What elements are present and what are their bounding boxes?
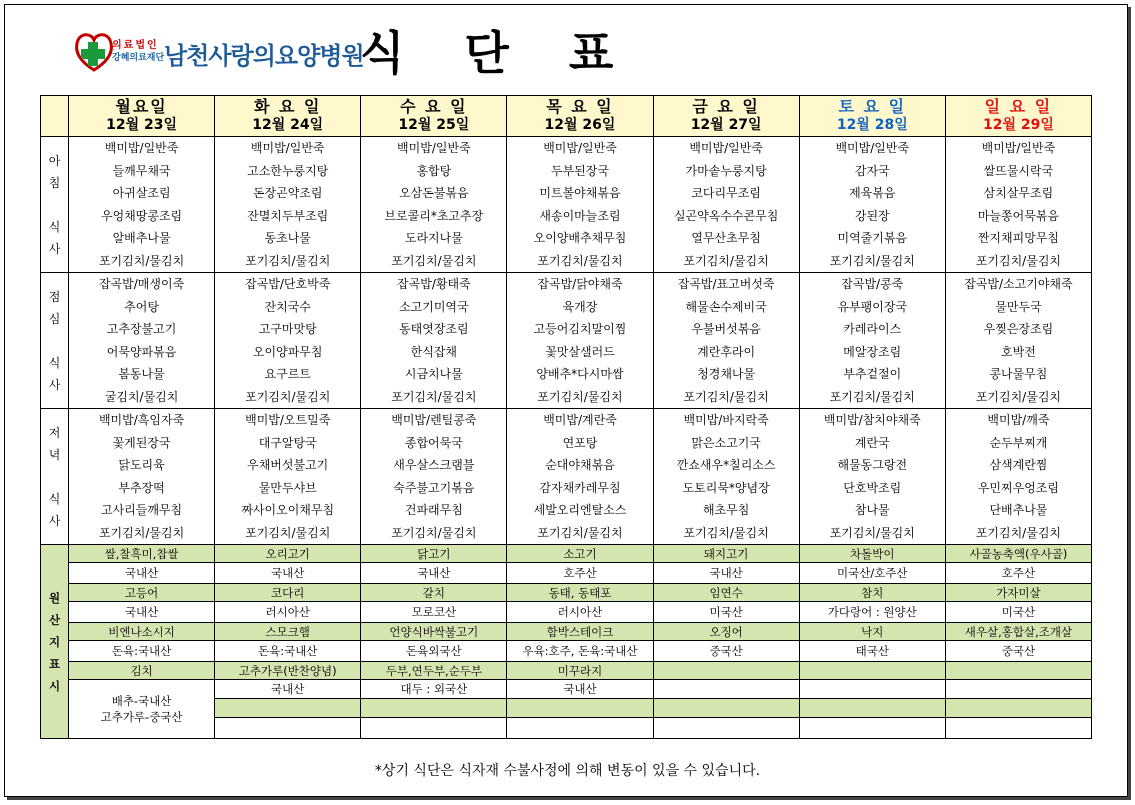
menu-item: 잡곡밥/단호박죽	[245, 277, 331, 291]
menu-item: 포기김치/물김치	[245, 253, 331, 268]
menu-item: 마늘쫑어묵볶음	[977, 208, 1059, 223]
day-name: 수 요 일	[400, 97, 468, 116]
meal-cell	[945, 273, 1091, 409]
origin-cell: 국내산	[507, 680, 653, 699]
origin-cell: 오징어	[653, 623, 799, 641]
menu-item: 백미밥/일반죽	[543, 141, 617, 155]
menu-item: 짠지채피망무침	[977, 231, 1059, 245]
origin-cell: 태국산	[799, 641, 945, 662]
origin-cell	[653, 662, 799, 680]
menu-item: 부추겉절이	[843, 367, 902, 381]
menu-item: 백미밥/일반죽	[104, 141, 179, 155]
meal-cell	[361, 273, 507, 409]
menu-item: 호박전	[1001, 344, 1036, 359]
origin-cell: 새우살,홍합살,조개살	[945, 623, 1091, 641]
menu-item: 포기김치/물김치	[391, 253, 477, 268]
origin-cell: 오리고기	[215, 545, 361, 563]
org-sub2: 강혜의료재단	[112, 53, 165, 63]
origin-cell: 돼지고기	[653, 545, 799, 563]
origin-cell: 국내산	[653, 563, 799, 584]
meal-cell	[215, 137, 361, 273]
menu-item: 삼색계란찜	[989, 458, 1048, 472]
origin-cell: 중국산	[945, 641, 1091, 662]
meal-items	[654, 409, 799, 544]
kimchi-note-1: 배추-국내산	[111, 694, 172, 708]
menu-item: 포기김치/물김치	[975, 389, 1062, 404]
meal-cell	[799, 409, 945, 545]
origin-cell: 낙지	[799, 623, 945, 641]
menu-item: 포기김치/물김치	[245, 525, 331, 540]
origin-cell: 돈육:국내산	[69, 641, 215, 662]
meal-cell	[653, 409, 799, 545]
origin-cell	[945, 699, 1091, 718]
origin-cell	[945, 662, 1091, 680]
menu-item: 굴김치/물김치	[104, 389, 179, 404]
menu-item: 고구마맛탕	[258, 322, 317, 336]
meal-items	[507, 137, 652, 272]
meal-items	[800, 409, 945, 544]
menu-item: 쌀뜨물시락국	[983, 163, 1054, 178]
meal-items	[946, 273, 1091, 408]
menu-item: 부추장떡	[118, 480, 165, 495]
day-date: 12월 29일	[982, 117, 1054, 133]
meal-items	[215, 137, 360, 272]
day-name: 화 요 일	[253, 97, 322, 116]
meal-cell	[507, 409, 653, 545]
menu-item: 포기김치/물김치	[683, 525, 769, 540]
menu-item: 삼치살무조림	[983, 186, 1054, 200]
menu-item: 세발오리엔탈소스	[533, 503, 627, 517]
menu-item: 실곤약옥수수콘무침	[673, 208, 779, 223]
origin-cell: 소고기	[507, 545, 653, 563]
menu-item: 가마솥누룽지탕	[685, 163, 767, 178]
menu-item: 포기김치/물김치	[683, 253, 769, 268]
meal-cell	[215, 273, 361, 409]
menu-item: 꽃게된장국	[112, 435, 171, 450]
origin-row-7	[41, 680, 1092, 699]
origin-cell: 김치	[69, 662, 215, 680]
origin-cell: 함박스테이크	[507, 623, 653, 641]
menu-item: 포기김치/물김치	[245, 389, 331, 404]
origin-cell: 동태, 동태포	[507, 584, 653, 602]
menu-item: 오이양배추채무침	[533, 231, 627, 245]
menu-item: 잡곡밥/표고버섯죽	[677, 277, 775, 291]
origin-cell: 미국산/호주산	[799, 563, 945, 584]
menu-item: 단호박조림	[843, 480, 902, 495]
menu-item: 미트볼야채볶음	[539, 186, 621, 200]
menu-item: 도라지나물	[404, 231, 463, 245]
origin-cell	[215, 718, 361, 739]
menu-item: 백미밥/일반죽	[250, 141, 325, 155]
day-date: 12월 27일	[690, 117, 762, 133]
meal-row-2	[41, 409, 1092, 545]
menu-item: 고사리들깨무침	[100, 503, 183, 517]
origin-row-2	[41, 584, 1092, 602]
menu-item: 콩나물무침	[989, 367, 1048, 381]
menu-item: 메알장조림	[843, 344, 902, 359]
meal-items	[69, 409, 214, 544]
menu-item: 동태엿장조림	[399, 322, 469, 336]
menu-item: 아귀살조림	[112, 186, 171, 200]
meal-items	[654, 137, 799, 272]
menu-item: 해초무침	[702, 503, 750, 517]
origin-cell: 돈육:국내산	[215, 641, 361, 662]
menu-item: 백미밥/일반죽	[981, 141, 1056, 155]
menu-item: 동초나물	[264, 231, 311, 245]
origin-cell: 돈육외국산	[361, 641, 507, 662]
page-title: 식단표	[360, 26, 674, 80]
meal-items	[800, 137, 945, 272]
menu-item: 청경채나물	[697, 367, 756, 381]
menu-item: 포기김치/물김치	[391, 389, 477, 404]
menu-item: 포기김치/물김치	[537, 253, 623, 268]
menu-item: 오삼돈불볶음	[399, 186, 469, 200]
meal-cell	[507, 137, 653, 273]
menu-item: 잡곡밥/콩죽	[841, 277, 904, 291]
menu-item: 백미밥/일반죽	[835, 141, 910, 155]
meal-cell	[69, 409, 215, 545]
menu-table	[40, 95, 1092, 739]
origin-cell: 참치	[799, 584, 945, 602]
origin-row-0	[41, 545, 1092, 563]
origin-cell: 두부,연두부,순두부	[361, 662, 507, 680]
origin-cell	[507, 699, 653, 718]
menu-item: 시금치나물	[404, 367, 463, 381]
origin-cell: 스모크햄	[215, 623, 361, 641]
meal-cell	[945, 409, 1091, 545]
menu-item: 포기김치/물김치	[537, 525, 623, 540]
origin-cell	[945, 718, 1091, 739]
menu-item: 봄동나물	[118, 367, 165, 381]
origin-cell	[799, 699, 945, 718]
menu-item: 종합어묵국	[404, 435, 463, 450]
menu-item: 숙주불고기볶음	[393, 480, 475, 495]
meal-cell	[507, 273, 653, 409]
menu-item: 요구르트	[264, 367, 311, 381]
menu-item: 닭도리육	[118, 458, 165, 472]
menu-item: 계란국	[854, 435, 890, 450]
menu-item: 열무산초무침	[691, 231, 761, 245]
origin-row-5	[41, 641, 1092, 662]
origin-cell: 국내산	[69, 602, 215, 623]
menu-item: 홍합탕	[416, 163, 452, 178]
origin-cell	[799, 680, 945, 699]
origin-cell: 호주산	[945, 563, 1091, 584]
day-date: 12월 26일	[544, 117, 616, 133]
menu-item: 맑은소고기국	[691, 435, 761, 450]
menu-item: 오이양파무침	[252, 344, 323, 359]
meal-items	[215, 409, 360, 544]
origin-cell	[945, 680, 1091, 699]
footnote: *상기 식단은 식자재 수불사정에 의해 변동이 있을 수 있습니다.	[374, 763, 761, 779]
meal-items	[69, 137, 214, 272]
meal-items	[507, 409, 652, 544]
menu-item: 물만두국	[995, 299, 1042, 314]
origin-cell: 코다리	[215, 584, 361, 602]
menu-item: 도토리묵*양념장	[682, 480, 770, 495]
meal-cell	[799, 137, 945, 273]
menu-item: 포기김치/물김치	[391, 525, 477, 540]
meal-cell	[361, 137, 507, 273]
origin-cell: 사골농축액(우사골)	[945, 545, 1091, 563]
meal-cell	[69, 273, 215, 409]
meal-items	[361, 137, 506, 272]
menu-item: 잔치국수	[264, 299, 311, 314]
menu-item: 백미밥/바지락죽	[683, 413, 769, 427]
day-header-2	[361, 96, 507, 137]
hospital-name: 남천사랑의요양병원	[164, 42, 364, 70]
origin-cell: 국내산	[215, 680, 361, 699]
kimchi-note-2: 고추가루-중국산	[100, 710, 183, 724]
menu-item: 제육볶음	[849, 186, 896, 200]
menu-item: 추어탕	[124, 299, 159, 314]
day-header-6	[945, 96, 1091, 137]
menu-item: 짜사이오이채무침	[241, 503, 335, 517]
menu-item: 백미밥/깨죽	[987, 413, 1050, 427]
meal-cell	[215, 409, 361, 545]
org-sub1: 의료법인	[112, 40, 159, 51]
meal-items	[800, 273, 945, 408]
meal-label: 저 녁 식 사	[41, 409, 69, 545]
menu-item: 건파래무침	[404, 503, 463, 517]
origin-cell	[215, 699, 361, 718]
menu-item: 카레라이스	[843, 322, 902, 336]
menu-item: 우채버섯불고기	[247, 458, 329, 472]
origin-cell	[507, 718, 653, 739]
origin-cell: 임연수	[653, 584, 799, 602]
meal-cell	[799, 273, 945, 409]
menu-item: 백미밥/계란죽	[543, 413, 617, 427]
origin-label: 원 산 지 표 시	[41, 545, 69, 739]
origin-cell: 중국산	[653, 641, 799, 662]
menu-item: 어묵양파볶음	[106, 344, 177, 359]
menu-item: 한식잡채	[410, 344, 458, 359]
day-header-0	[69, 96, 215, 137]
menu-item: 강된장	[854, 208, 890, 223]
origin-cell: 미국산	[945, 602, 1091, 623]
origin-cell: 대두 : 외국산	[361, 680, 507, 699]
origin-cell	[653, 718, 799, 739]
menu-item: 알배추나물	[112, 231, 171, 245]
day-header-1	[215, 96, 361, 137]
origin-cell: 가자미살	[945, 584, 1091, 602]
menu-item: 해물동그랑전	[837, 458, 908, 472]
origin-cell: 갈치	[361, 584, 507, 602]
menu-item: 포기김치/물김치	[975, 253, 1062, 268]
meal-items	[361, 409, 506, 544]
meal-cell	[361, 409, 507, 545]
menu-item: 잡곡밥/소고기야채죽	[964, 277, 1073, 291]
meal-row-0	[41, 137, 1092, 273]
meal-cell	[653, 273, 799, 409]
origin-cell: 국내산	[215, 563, 361, 584]
menu-item: 연포탕	[562, 435, 598, 450]
menu-item: 양배추*다시마쌈	[536, 367, 624, 381]
menu-item: 감자채카레무침	[539, 480, 621, 495]
menu-item: 해물손수제비국	[685, 299, 767, 314]
menu-item: 포기김치/물김치	[829, 389, 915, 404]
origin-cell: 국내산	[69, 563, 215, 584]
origin-cell: 모로코산	[361, 602, 507, 623]
day-date: 12월 25일	[398, 117, 470, 133]
meal-items	[946, 137, 1091, 272]
day-name: 금 요 일	[692, 97, 760, 116]
menu-item: 우엉채땅콩조림	[100, 208, 183, 223]
origin-cell: 러시아산	[215, 602, 361, 623]
menu-item: 단배추나물	[989, 503, 1048, 517]
menu-item: 브로콜리*초고추장	[384, 208, 484, 223]
origin-cell: 호주산	[507, 563, 653, 584]
day-name: 월요일	[115, 97, 168, 116]
origin-cell: 미국산	[653, 602, 799, 623]
menu-item: 백미밥/일반죽	[397, 141, 471, 155]
menu-item: 들깨무채국	[112, 163, 171, 178]
menu-item: 고등어김치말이찜	[533, 322, 627, 336]
origin-cell: 차돌박이	[799, 545, 945, 563]
meal-cell	[945, 137, 1091, 273]
meal-items	[654, 273, 799, 408]
origin-cell: 고추가루(반찬양념)	[215, 662, 361, 680]
origin-cell: 비엔나소시지	[69, 623, 215, 641]
day-date: 12월 24일	[252, 117, 324, 133]
day-header-4	[653, 96, 799, 137]
menu-item: 대구알탕국	[258, 435, 317, 450]
origin-row-4	[41, 623, 1092, 641]
day-header-3	[507, 96, 653, 137]
meal-items	[215, 273, 360, 408]
origin-cell: 언양식바싹불고기	[361, 623, 507, 641]
meal-items	[946, 409, 1091, 544]
menu-item: 새송이마늘조림	[539, 208, 621, 223]
menu-item: 순대야채볶음	[545, 458, 615, 472]
meal-items	[69, 273, 214, 408]
menu-item: 포기김치/물김치	[829, 253, 915, 268]
day-name: 일 요 일	[984, 97, 1053, 116]
day-date: 12월 23일	[106, 117, 178, 133]
menu-item: 백미밥/흑임자죽	[98, 413, 185, 427]
menu-item: 고추장불고기	[106, 322, 177, 336]
menu-item: 꽃맛살샐러드	[545, 344, 615, 359]
menu-item: 계란후라이	[697, 344, 756, 359]
menu-item: 깐쇼새우*칠리소스	[676, 458, 776, 472]
menu-item: 백미밥/일반죽	[689, 141, 763, 155]
meal-label: 아 침 식 사	[41, 137, 69, 273]
menu-item: 포기김치/물김치	[98, 253, 185, 268]
origin-cell	[653, 699, 799, 718]
menu-item: 돈장곤약조림	[252, 186, 323, 200]
menu-item: 백미밥/참치야채죽	[823, 413, 921, 427]
menu-item: 소고기미역국	[399, 299, 469, 314]
origin-cell: 고등어	[69, 584, 215, 602]
origin-row-3	[41, 602, 1092, 623]
day-header-5	[799, 96, 945, 137]
menu-item: 백미밥/오트밀죽	[245, 413, 331, 427]
menu-item: 우찢은장조림	[983, 322, 1054, 336]
origin-cell: 러시아산	[507, 602, 653, 623]
menu-item: 포기김치/물김치	[829, 525, 915, 540]
origin-cell: 쌀,찰흑미,찹쌀	[69, 545, 215, 563]
origin-cell	[361, 699, 507, 718]
meal-cell	[653, 137, 799, 273]
meal-items	[507, 273, 652, 408]
day-date: 12월 28일	[836, 117, 908, 133]
meal-cell	[69, 137, 215, 273]
menu-item: 코다리무조림	[691, 186, 761, 200]
menu-item: 포기김치/물김치	[683, 389, 769, 404]
menu-item: 고소한누룽지탕	[247, 163, 329, 178]
day-name: 토 요 일	[838, 97, 907, 116]
menu-item: 잡곡밥/황태죽	[397, 277, 471, 291]
corner-cell	[41, 96, 69, 137]
origin-cell	[799, 662, 945, 680]
menu-item: 잡곡밥/닭야채죽	[537, 277, 623, 291]
menu-item: 새우살스크램블	[393, 458, 475, 472]
menu-item: 미역줄기볶음	[837, 231, 908, 245]
menu-item: 육개장	[562, 299, 598, 314]
menu-item: 유부팽이장국	[837, 299, 908, 314]
kimchi-origin-note	[69, 680, 215, 739]
origin-cell	[361, 718, 507, 739]
origin-cell: 가다랑어 : 원양산	[799, 602, 945, 623]
menu-item: 백미밥/렌틸콩죽	[391, 413, 477, 427]
origin-cell: 미꾸라지	[507, 662, 653, 680]
meal-items	[361, 273, 506, 408]
origin-cell: 닭고기	[361, 545, 507, 563]
menu-item: 참나물	[854, 503, 890, 517]
menu-item: 우불버섯볶음	[691, 322, 761, 336]
menu-item: 잔멸치두부조림	[247, 208, 329, 223]
origin-cell: 우육:호주, 돈육:국내산	[507, 641, 653, 662]
origin-cell: 국내산	[361, 563, 507, 584]
day-header-row	[41, 96, 1092, 137]
menu-item: 순두부찌개	[989, 435, 1048, 450]
menu-item: 두부된장국	[551, 163, 609, 178]
day-name: 목 요 일	[546, 97, 614, 116]
origin-row-6	[41, 662, 1092, 680]
meal-label: 점 심 식 사	[41, 273, 69, 409]
menu-item: 잡곡밥/매생이죽	[98, 277, 185, 291]
origin-cell	[653, 680, 799, 699]
menu-item: 포기김치/물김치	[537, 389, 623, 404]
origin-row-1	[41, 563, 1092, 584]
meal-row-1	[41, 273, 1092, 409]
origin-cell	[799, 718, 945, 739]
menu-item: 우민찌우엉조림	[977, 480, 1059, 495]
menu-item: 감자국	[854, 163, 890, 178]
hospital-cross-icon	[72, 30, 116, 74]
menu-item: 포기김치/물김치	[98, 525, 185, 540]
menu-item: 물만두샤브	[258, 480, 317, 495]
menu-item: 포기김치/물김치	[975, 525, 1062, 540]
